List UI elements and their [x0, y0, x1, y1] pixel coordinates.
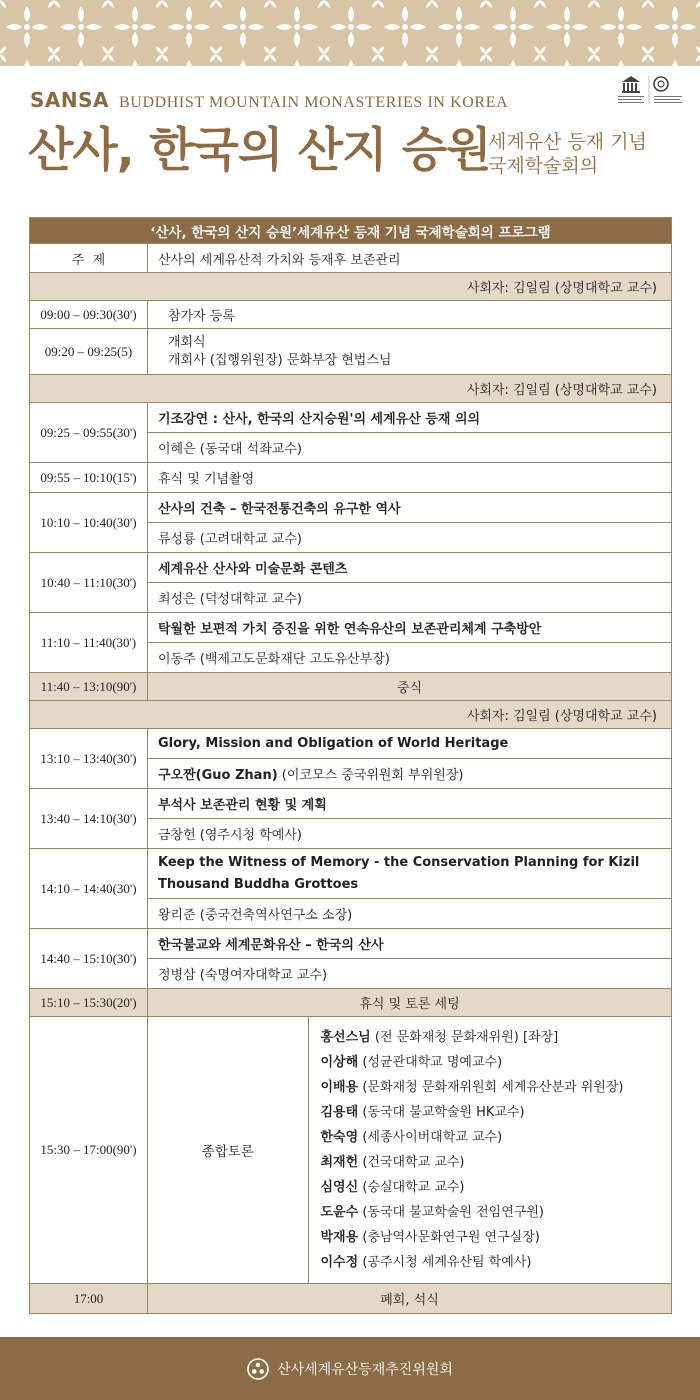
speaker: 최성은 (덕성대학교 교수)	[148, 583, 672, 613]
session-title: 세계유산 산사와 미술문화 콘텐츠	[148, 553, 672, 583]
session-title: 탁월한 보편적 가치 증진을 위한 연속유산의 보존관리체계 구축방안	[148, 613, 672, 643]
panelist	[321, 1225, 662, 1250]
time-cell: 11:40 – 13:10(90')	[30, 673, 148, 701]
panelist-name: 이수정	[320, 1255, 359, 1270]
unesco-emblem-icon	[616, 72, 686, 108]
theme-label: 주 제	[30, 244, 148, 273]
panelist	[321, 1050, 662, 1075]
opening-cell	[148, 329, 672, 375]
lunch-text: 중식	[148, 673, 672, 701]
panelist-affiliation: (문화재청 문화재위원회 세계유산분과 위원장)	[358, 1080, 624, 1095]
main-title: 산사, 한국의 산지 승원	[28, 123, 491, 178]
schedule-row	[30, 493, 672, 523]
panelist	[321, 1200, 662, 1225]
session-title: 참가자 등록	[148, 301, 672, 329]
footer-content	[0, 1337, 700, 1400]
time-cell: 09:55 – 10:10(15')	[30, 463, 148, 493]
speaker-name: 구오짠(Guo Zhan)	[158, 768, 278, 783]
moderator-text: 사회자: 김일림 (상명대학교 교수)	[30, 375, 672, 403]
panelist-affiliation: (성균관대학교 명예교수)	[358, 1055, 503, 1070]
panelist-name: 이상해	[320, 1055, 359, 1070]
closing-text: 폐회, 석식	[148, 1284, 672, 1314]
panelist-affiliation: (전 문화재청 문화재위원) [좌장]	[370, 1030, 559, 1045]
time-cell: 15:30 – 17:00(90')	[30, 1017, 148, 1284]
speaker	[148, 759, 672, 789]
opening-title: 개회식	[168, 334, 206, 350]
subtitle	[488, 130, 647, 178]
panelist	[321, 1175, 662, 1200]
schedule-row	[30, 301, 672, 329]
discussion-cell	[148, 1017, 672, 1284]
speaker: 정병삼 (숙명여자대학교 교수)	[148, 959, 672, 989]
opening-speech: 개회사 (집행위원장) 문화부장 현법스님	[168, 352, 392, 368]
panelist	[321, 1150, 662, 1175]
moderator-text: 사회자: 김일림 (상명대학교 교수)	[30, 701, 672, 729]
panelist	[321, 1025, 662, 1050]
moderator-row-3	[30, 701, 672, 729]
schedule-row	[30, 329, 672, 375]
panel-list	[308, 1017, 671, 1283]
speaker: 금창헌 (영주시청 학예사)	[148, 819, 672, 849]
time-cell: 09:00 – 09:30(30')	[30, 301, 148, 329]
panelist-name: 심영신	[320, 1180, 359, 1195]
organization-name: 산사세계유산등재추진위원회	[277, 1361, 453, 1378]
time-cell: 09:20 – 09:25(5)	[30, 329, 148, 375]
schedule-row	[30, 553, 672, 583]
time-cell: 10:10 – 10:40(30')	[30, 493, 148, 553]
theme-row	[30, 244, 672, 273]
time-cell: 14:10 – 14:40(30')	[30, 849, 148, 929]
panelist-affiliation: (동국대 불교학술원 전임연구원)	[358, 1205, 544, 1220]
speaker: 이혜은 (동국대 석좌교수)	[148, 433, 672, 463]
session-title: 기조강연 : 산사, 한국의 산지승원'의 세계유산 등재 의의	[148, 403, 672, 433]
panelist-affiliation: (세종사이버대학교 교수)	[358, 1130, 503, 1145]
panelist-affiliation: (건국대학교 교수)	[358, 1155, 465, 1170]
schedule-row	[30, 463, 672, 493]
session-title: 산사의 건축 – 한국전통건축의 유구한 역사	[148, 493, 672, 523]
theme-value: 산사의 세계유산적 가치와 등재후 보존관리	[148, 244, 672, 273]
panelist-name: 박재용	[320, 1230, 359, 1245]
speaker: 류성룡 (고려대학교 교수)	[148, 523, 672, 553]
session-title-line-2: Thousand Buddha Grottoes	[158, 876, 359, 892]
decorative-pattern-banner	[0, 0, 700, 66]
panelist-affiliation: (숭실대학교 교수)	[358, 1180, 465, 1195]
brand-line	[30, 88, 508, 114]
panelist-name: 최재헌	[320, 1155, 359, 1170]
panelist-name: 홍선스님	[320, 1030, 371, 1045]
session-title-line-1: Keep the Witness of Memory - the Conservation Planning for Kizil	[158, 854, 640, 870]
brand-subtitle: BUDDHIST MOUNTAIN MONASTERIES IN KOREA	[119, 94, 509, 111]
discussion-label: 종합토론	[148, 1017, 308, 1283]
panelist-affiliation: (동국대 불교학술원 HK교수)	[358, 1105, 525, 1120]
subtitle-line-1: 세계유산 등재 기념	[488, 131, 647, 153]
speaker: 이동주 (백제고도문화재단 고도유산부장)	[148, 643, 672, 673]
schedule-row	[30, 789, 672, 819]
panelist-name: 한숙영	[320, 1130, 359, 1145]
panelists	[321, 1025, 662, 1275]
panelist	[321, 1125, 662, 1150]
subtitle-line-2: 국제학술회의	[488, 155, 599, 177]
panelist-name: 이배용	[320, 1080, 359, 1095]
discussion-row	[30, 1017, 672, 1284]
session-title: 한국불교와 세계문화유산 – 한국의 산사	[148, 929, 672, 959]
brand-name: SANSA	[30, 88, 110, 112]
session-title	[148, 849, 672, 899]
panelist-name: 도윤수	[320, 1205, 359, 1220]
session-title: 부석사 보존관리 현황 및 계획	[148, 789, 672, 819]
program-table	[29, 217, 672, 1314]
time-cell: 10:40 – 11:10(30')	[30, 553, 148, 613]
session-title: 휴식 및 기념촬영	[148, 463, 672, 493]
footer-bar	[0, 1337, 700, 1400]
unesco-logos	[616, 72, 686, 108]
break-row	[30, 989, 672, 1017]
time-cell: 09:25 – 09:55(30')	[30, 403, 148, 463]
schedule-row	[30, 613, 672, 643]
schedule-row	[30, 929, 672, 959]
time-cell: 13:40 – 14:10(30')	[30, 789, 148, 849]
time-cell: 17:00	[30, 1284, 148, 1314]
speaker-affiliation: (이코모스 중국위원회 부위원장)	[277, 768, 464, 783]
program-title: ‘산사, 한국의 산지 승원’세계유산 등재 기념 국제학술회의 프로그램	[30, 218, 672, 244]
schedule-row	[30, 849, 672, 899]
time-cell: 11:10 – 11:40(30')	[30, 613, 148, 673]
panelist	[321, 1250, 662, 1275]
pattern-graphic	[0, 0, 700, 66]
panelist-name: 김용태	[320, 1105, 359, 1120]
organization-logo-icon	[247, 1358, 269, 1380]
panelist	[321, 1075, 662, 1100]
program-header-row	[30, 218, 672, 244]
break-text: 휴식 및 토론 세팅	[148, 989, 672, 1017]
time-cell: 15:10 – 15:30(20')	[30, 989, 148, 1017]
schedule-row	[30, 403, 672, 433]
schedule-row	[30, 729, 672, 759]
panelist	[321, 1100, 662, 1125]
panelist-affiliation: (공주시청 세계유산팀 학예사)	[358, 1255, 532, 1270]
moderator-row-1	[30, 273, 672, 301]
moderator-text: 사회자: 김일림 (상명대학교 교수)	[30, 273, 672, 301]
panelist-affiliation: (충남역사문화연구원 연구실장)	[358, 1230, 540, 1245]
lunch-row	[30, 673, 672, 701]
discussion-inner-table	[148, 1017, 671, 1283]
closing-row	[30, 1284, 672, 1314]
moderator-row-2	[30, 375, 672, 403]
speaker: 왕리준 (중국건축역사연구소 소장)	[148, 899, 672, 929]
time-cell: 13:10 – 13:40(30')	[30, 729, 148, 789]
time-cell: 14:40 – 15:10(30')	[30, 929, 148, 989]
session-title: Glory, Mission and Obligation of World Heritage	[148, 729, 672, 759]
